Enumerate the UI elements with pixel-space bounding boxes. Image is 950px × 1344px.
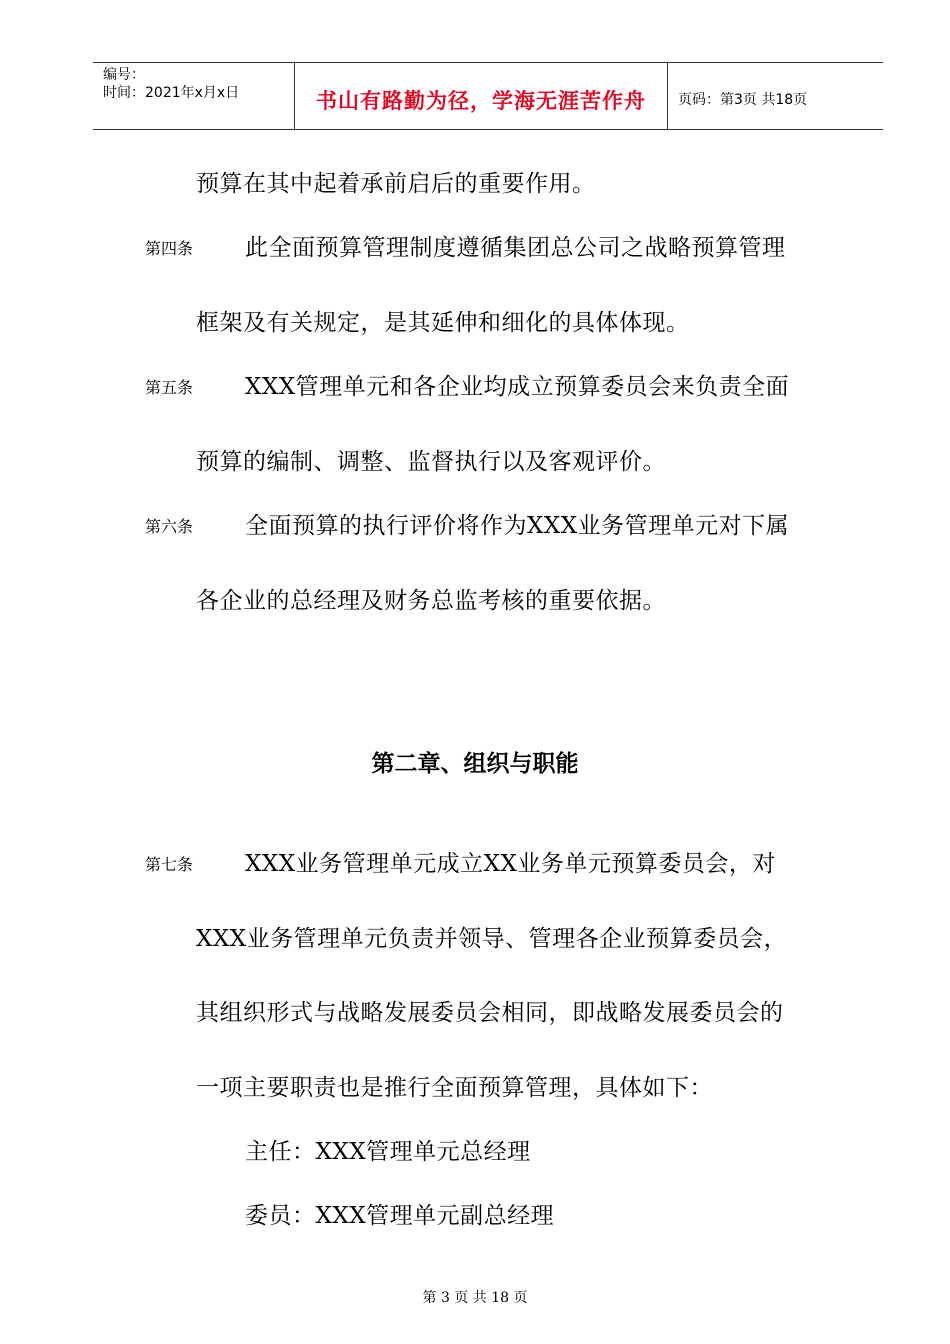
page-header <box>93 62 883 130</box>
document-number-label: 编号： <box>103 67 145 83</box>
article-5-line-1: XXX管理单元和各企业均成立预算委员会来负责全面 <box>245 374 790 400</box>
article-4-line-2: 框架及有关规定，是其延伸和细化的具体体现。 <box>196 310 690 336</box>
article-5-line-2: 预算的编制、调整、监督执行以及客观评价。 <box>196 449 666 475</box>
article-7-line-2: XXX业务管理单元负责并领导、管理各企业预算委员会， <box>196 926 788 952</box>
article-7-line-4: 一项主要职责也是推行全面预算管理，具体如下： <box>196 1075 713 1101</box>
header-motto: 书山有路勤为径，学海无涯苦作舟 <box>316 89 646 113</box>
article-4-label: 第四条 <box>145 239 194 258</box>
article-6-line-1: 全面预算的执行评价将作为XXX业务管理单元对下属 <box>245 513 790 539</box>
page-footer: 第 3 页 共 18 页 <box>422 1290 528 1306</box>
document-time-label: 时间：2021年x月x日 <box>103 85 240 101</box>
chapter-title: 第二章、组织与职能 <box>371 751 579 777</box>
article-4-line-1: 此全面预算管理制度遵循集团总公司之战略预算管理 <box>245 235 786 261</box>
header-motto-cell <box>295 63 668 129</box>
header-page-cell <box>668 63 883 129</box>
article-6-label: 第六条 <box>145 517 194 536</box>
article-5-label: 第五条 <box>145 378 194 397</box>
header-page-info: 页码：第3页 共18页 <box>678 92 808 108</box>
header-meta-cell <box>93 63 295 129</box>
article-7-label: 第七条 <box>145 855 194 874</box>
committee-member: 委员：XXX管理单元副总经理 <box>245 1203 555 1229</box>
article-6-line-2: 各企业的总经理及财务总监考核的重要依据。 <box>196 588 666 614</box>
article-7-line-3: 其组织形式与战略发展委员会相同，即战略发展委员会的 <box>196 1000 784 1026</box>
article-7-line-1: XXX业务管理单元成立XX业务单元预算委员会，对 <box>245 851 776 877</box>
paragraph-line: 预算在其中起着承前启后的重要作用。 <box>196 171 596 197</box>
committee-director: 主任：XXX管理单元总经理 <box>245 1139 531 1165</box>
